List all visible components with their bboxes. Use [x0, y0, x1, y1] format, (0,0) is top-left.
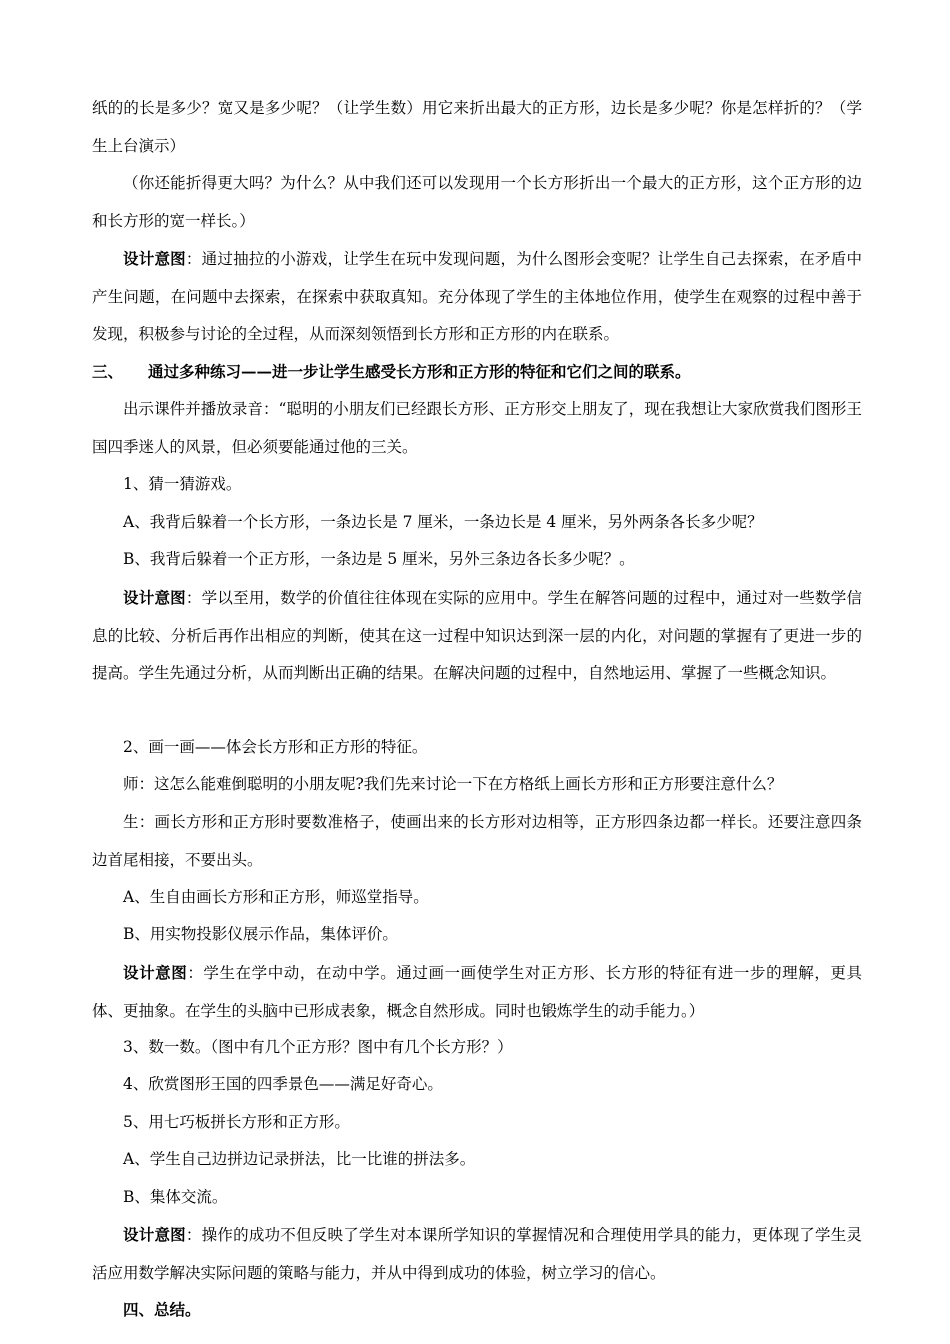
- list-item-tangram-a: A、学生自己边拼边记录拼法，比一比谁的拼法多。: [123, 1150, 476, 1168]
- design-intent-text: ：通过抽拉的小游戏，让学生在玩中发现问题，为什么图形会变呢？让学生自己去探索，在矛盾中产生问题，在问题中去探索，在探索中获取真知。充分体现了学生的主体地位作用，使学生在观察的过程中善于发现，积极参与讨论的全过程，从而深刻领悟到长方形和正方形的内在联系。: [92, 250, 862, 343]
- section-heading-3: [92, 353, 862, 391]
- design-intent-text: ：学以至用，数学的价值往往体现在实际的应用中。学生在解答问题的过程中，通过对一些数学信息的比较、分析后再作出相应的判断，使其在这一过程中知识达到深一层的内化，对问题的掌握有了更进一步的提高。学生先通过分析，从而判断出正确的结果。在解决问题的过程中，自然地运用、掌握了一些概念知识。: [92, 589, 862, 682]
- design-intent-label: 设计意图: [123, 963, 188, 982]
- paragraph-courseware-intro: 出示课件并播放录音：“聪明的小朋友们已经跟长方形、正方形交上朋友了，现在我想让大家欣赏我们图形王国四季迷人的风景，但必须要能通过他的三关。: [92, 400, 862, 456]
- design-intent-label: 设计意图: [123, 249, 186, 268]
- design-intent-label: 设计意图: [123, 1225, 186, 1244]
- paragraph-folding-question: 纸的的长是多少？宽又是多少呢？（让学生数）用它来折出最大的正方形，边长是多少呢？你是怎样折的？（学生上台演示）: [92, 99, 862, 155]
- paragraph-teacher-question: 师：这怎么能难倒聪明的小朋友呢?我们先来讨论一下在方格纸上画长方形和正方形要注意什么？: [123, 775, 783, 793]
- paragraph-design-intent-1: [92, 240, 862, 354]
- list-item-count: 3、数一数。（图中有几个正方形？图中有几个长方形？）: [123, 1038, 513, 1056]
- list-item-guess-b: B、我背后躲着一个正方形，一条边是 5 厘米，另外三条边各长多少呢？。: [123, 550, 635, 568]
- list-item-tangram-b: B、集体交流。: [123, 1188, 228, 1206]
- paragraph-folding-explanation: （你还能折得更大吗？为什么？从中我们还可以发现用一个长方形折出一个最大的正方形，这个正方形的边和长方形的宽一样长。）: [92, 174, 862, 230]
- section-title: 通过多种练习——进一步让学生感受长方形和正方形的特征和它们之间的联系。: [148, 362, 691, 381]
- design-intent-label: 设计意图: [123, 588, 186, 607]
- design-intent-text: ：学生在学中动，在动中学。通过画一画使学生对正方形、长方形的特征有进一步的理解，更具体、更抽象。在学生的头脑中已形成表象，概念自然形成。同时也锻炼学生的动手能力。）: [92, 964, 862, 1020]
- section-heading-4: 四、总结。: [123, 1300, 201, 1319]
- list-item-appreciate: 4、欣赏图形王国的四季景色——满足好奇心。: [123, 1075, 443, 1093]
- list-item-guess-game: 1、猜一猜游戏。: [123, 475, 242, 493]
- design-intent-text: ：操作的成功不但反映了学生对本课所学知识的掌握情况和合理使用学具的能力，更体现了学生灵活应用数学解决实际问题的策略与能力，并从中得到成功的体验，树立学习的信心。: [92, 1226, 862, 1282]
- list-item-tangram: 5、用七巧板拼长方形和正方形。: [123, 1113, 350, 1131]
- paragraph-student-answer: 生：画长方形和正方形时要数准格子，使画出来的长方形对边相等，正方形四条边都一样长。还要注意四条边首尾相接，不要出头。: [92, 813, 862, 869]
- list-item-draw-b: B、用实物投影仪展示作品，集体评价。: [123, 925, 398, 943]
- paragraph-design-intent-4: [92, 1216, 862, 1292]
- list-item-guess-a: A、我背后躲着一个长方形，一条边长是 7 厘米，一条边长是 4 厘米，另外两条各长多少呢？: [123, 513, 763, 531]
- paragraph-design-intent-3: [92, 954, 862, 1030]
- paragraph-design-intent-2: [92, 579, 862, 693]
- section-number: 三、: [92, 362, 124, 381]
- list-item-draw-a: A、生自由画长方形和正方形，师巡堂指导。: [123, 888, 429, 906]
- list-item-draw: 2、画一画——体会长方形和正方形的特征。: [123, 738, 428, 756]
